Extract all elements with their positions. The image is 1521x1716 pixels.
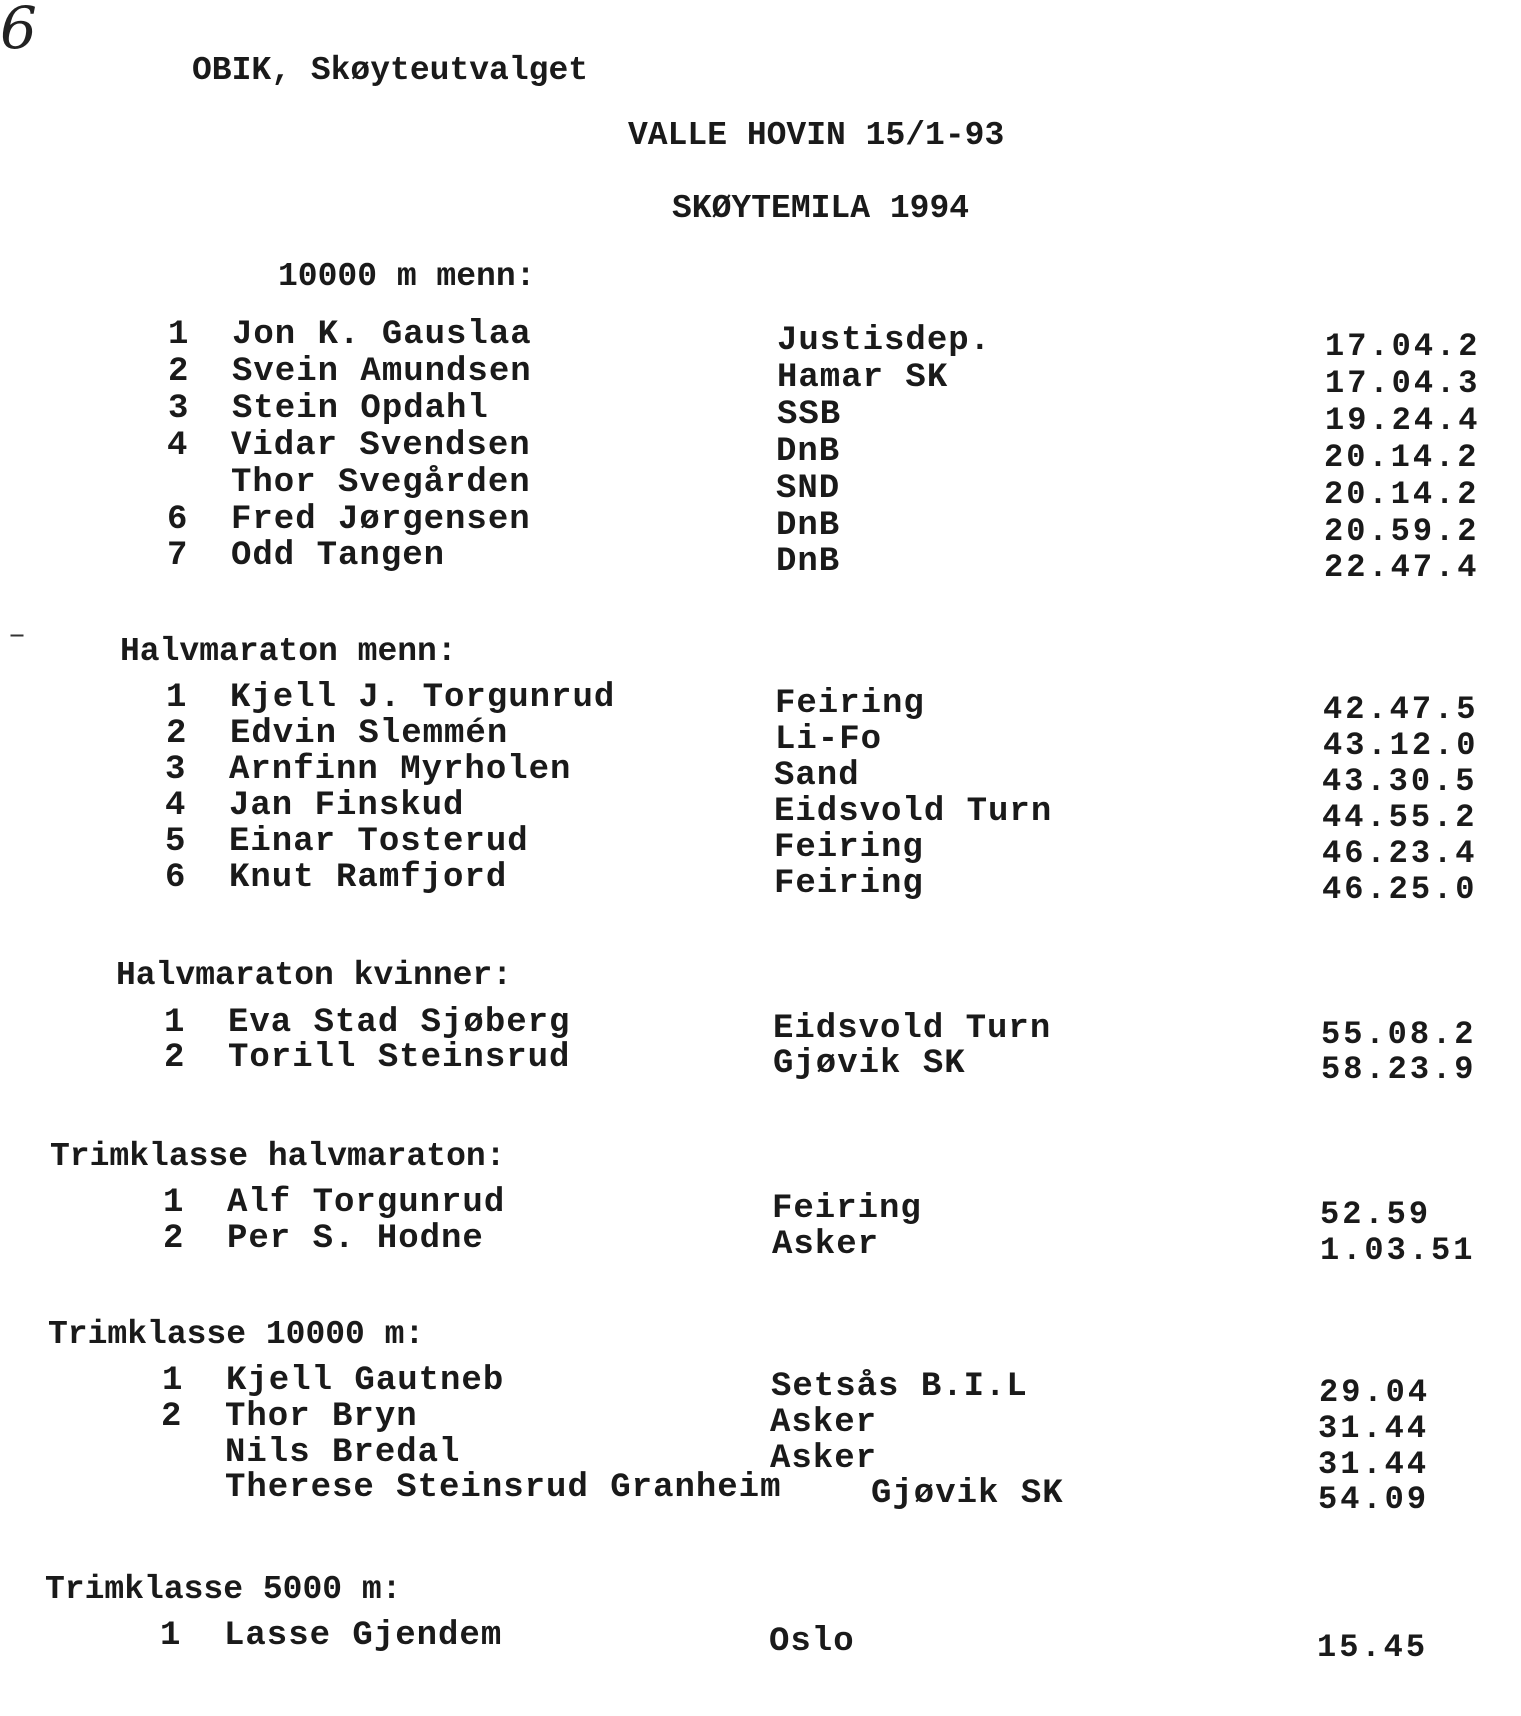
section-title: Trimklasse 5000 m: [45, 1571, 402, 1608]
result-club: DnB [776, 507, 841, 545]
result-name: Edvin Slemmén [230, 715, 509, 753]
result-club: Feiring [774, 865, 924, 903]
result-name: Jan Finskud [229, 787, 465, 825]
result-place: 2 [163, 1220, 185, 1258]
result-place: 1 [168, 316, 190, 354]
result-club: Hamar SK [777, 359, 949, 397]
handwritten-page-number: 6 [0, 0, 37, 62]
result-club: Asker [770, 1440, 878, 1478]
result-name: Svein Amundsen [232, 353, 532, 391]
result-name: Fred Jørgensen [231, 501, 531, 539]
result-row [0, 427, 1521, 491]
result-row [0, 1039, 1521, 1103]
result-time: 15.45 [1317, 1629, 1429, 1666]
result-row [0, 679, 1521, 743]
result-place: 1 [164, 1004, 186, 1042]
result-place: 5 [165, 823, 187, 861]
section-title: Halvmaraton menn: [120, 633, 457, 670]
result-name: Thor Svegården [231, 464, 531, 502]
result-name: Nils Bredal [225, 1434, 461, 1472]
result-name: Vidar Svendsen [231, 427, 531, 465]
result-row [0, 1469, 1521, 1533]
result-name: Per S. Hodne [227, 1220, 484, 1258]
result-name: Einar Tosterud [229, 823, 529, 861]
result-place: 1 [163, 1184, 185, 1222]
result-place: 1 [162, 1362, 184, 1400]
result-place: 3 [165, 751, 187, 789]
result-time: 31.44 [1318, 1446, 1430, 1483]
result-club: Li-Fo [775, 721, 883, 759]
result-name: Knut Ramfjord [229, 859, 508, 897]
result-name: Arnfinn Myrholen [229, 751, 572, 789]
result-row [0, 1617, 1521, 1681]
margin-mark: – [8, 619, 27, 653]
result-place: 4 [165, 787, 187, 825]
event-title: SKØYTEMILA 1994 [672, 190, 970, 227]
result-club: Gjøvik SK [871, 1475, 1064, 1513]
result-club: Justisdep. [777, 322, 992, 360]
result-time: 20.14.2 [1324, 439, 1480, 476]
result-time: 43.30.5 [1322, 763, 1478, 800]
result-row [0, 316, 1521, 380]
result-place: 2 [164, 1039, 186, 1077]
result-place: 4 [167, 427, 189, 465]
result-row [0, 1220, 1521, 1284]
result-time: 46.25.0 [1322, 871, 1478, 908]
result-place: 2 [161, 1398, 183, 1436]
result-place: 1 [160, 1617, 182, 1655]
result-row [0, 353, 1521, 417]
result-time: 20.59.2 [1324, 513, 1480, 550]
result-club: DnB [776, 433, 841, 471]
result-time: 29.04 [1319, 1374, 1431, 1411]
section-title: Trimklasse halvmaraton: [50, 1138, 506, 1175]
result-time: 44.55.2 [1322, 799, 1478, 836]
result-place: 3 [168, 390, 190, 428]
result-time: 22.47.4 [1324, 549, 1480, 586]
result-name: Odd Tangen [231, 537, 446, 575]
result-name: Stein Opdahl [232, 390, 489, 428]
result-club: Asker [772, 1226, 880, 1264]
result-place: 6 [165, 859, 187, 897]
result-row [0, 464, 1521, 528]
section-title: Trimklasse 10000 m: [48, 1316, 425, 1353]
result-name: Eva Stad Sjøberg [228, 1004, 571, 1042]
result-club: Setsås B.I.L [771, 1368, 1028, 1406]
result-time: 17.04.2 [1325, 328, 1481, 365]
result-name: Therese Steinsrud Granheim [225, 1469, 782, 1507]
result-club: Eidsvold Turn [774, 793, 1053, 831]
venue-date-heading: VALLE HOVIN 15/1-93 [628, 117, 1005, 154]
result-club: Asker [770, 1404, 878, 1442]
result-time: 20.14.2 [1324, 476, 1480, 513]
result-row [0, 501, 1521, 565]
result-club: Sand [774, 757, 860, 795]
result-club: Feiring [772, 1190, 922, 1228]
result-club: SND [776, 470, 841, 508]
section-title: Halvmaraton kvinner: [116, 957, 513, 994]
result-club: SSB [777, 396, 842, 434]
result-club: Feiring [775, 685, 925, 723]
result-row [0, 859, 1521, 923]
result-place: 1 [166, 679, 188, 717]
result-time: 19.24.4 [1325, 402, 1481, 439]
result-name: Jon K. Gauslaa [232, 316, 532, 354]
result-time: 58.23.9 [1321, 1051, 1477, 1088]
result-time: 55.08.2 [1321, 1016, 1477, 1053]
result-place: 2 [168, 353, 190, 391]
result-time: 46.23.4 [1322, 835, 1478, 872]
section-title: 10000 m menn: [278, 258, 536, 295]
result-name: Thor Bryn [225, 1398, 418, 1436]
result-name: Kjell Gautneb [226, 1362, 505, 1400]
result-club: Eidsvold Turn [773, 1010, 1052, 1048]
result-time: 54.09 [1318, 1481, 1430, 1518]
result-time: 31.44 [1318, 1410, 1430, 1447]
result-name: Lasse Gjendem [224, 1617, 503, 1655]
result-name: Kjell J. Torgunrud [230, 679, 616, 717]
result-club: Oslo [769, 1623, 855, 1661]
organization-heading: OBIK, Skøyteutvalget [192, 52, 589, 89]
result-row [0, 537, 1521, 601]
result-name: Torill Steinsrud [228, 1039, 571, 1077]
result-time: 1.03.51 [1320, 1232, 1476, 1269]
result-name: Alf Torgunrud [227, 1184, 506, 1222]
result-place: 7 [167, 537, 189, 575]
result-time: 42.47.5 [1323, 691, 1479, 728]
result-time: 52.59 [1320, 1196, 1432, 1233]
result-time: 17.04.3 [1325, 365, 1481, 402]
result-club: DnB [776, 543, 841, 581]
result-time: 43.12.0 [1323, 727, 1479, 764]
result-club: Feiring [774, 829, 924, 867]
result-row [0, 390, 1521, 454]
result-place: 6 [167, 501, 189, 539]
result-club: Gjøvik SK [773, 1045, 966, 1083]
result-place: 2 [166, 715, 188, 753]
